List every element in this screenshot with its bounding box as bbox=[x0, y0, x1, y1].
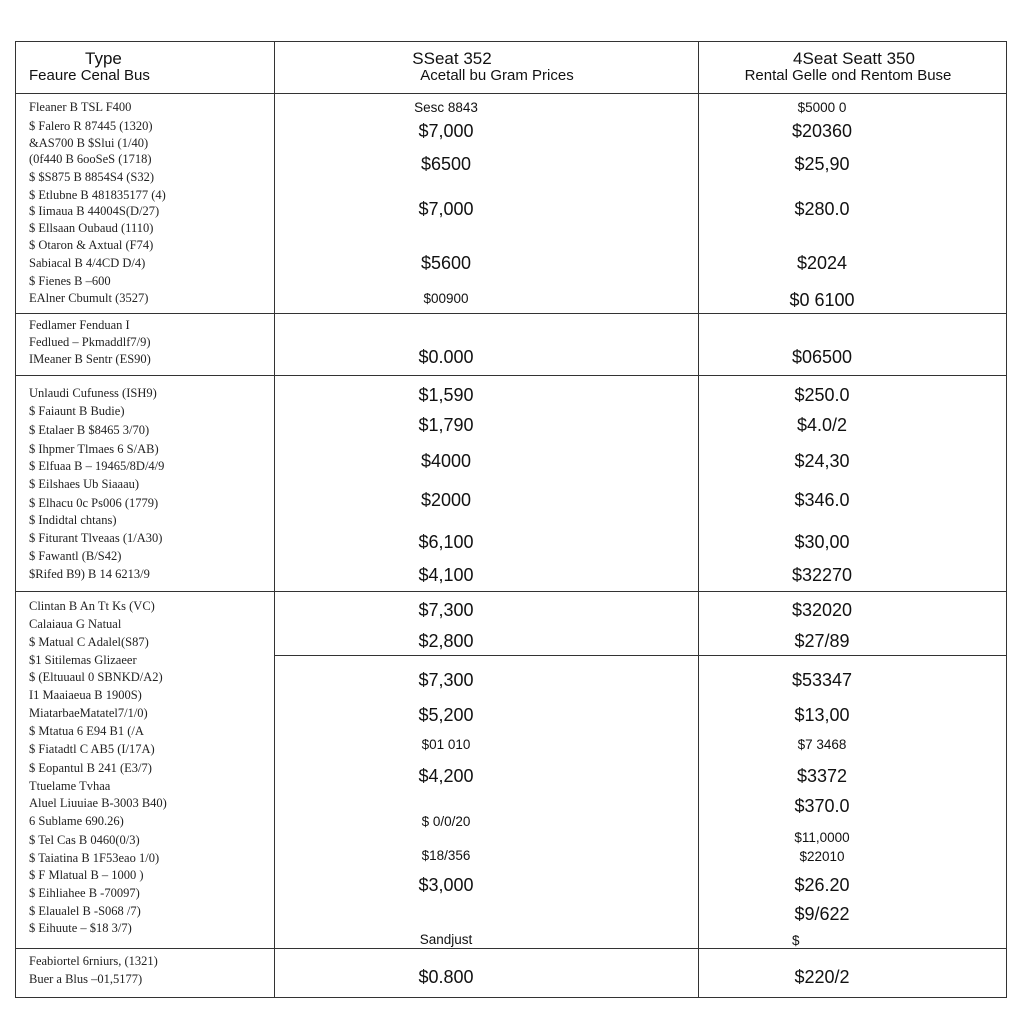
column-divider-1 bbox=[274, 41, 275, 998]
feature-line: $ Elaualel B -S068 /7) bbox=[29, 904, 141, 918]
feature-line: $ F Mlatual B – 1000 ) bbox=[29, 868, 144, 882]
price-col2: $5,200 bbox=[418, 705, 474, 725]
header-col1-title: Type bbox=[85, 49, 122, 68]
feature-line: 6 Sublame 690.26) bbox=[29, 814, 124, 828]
header-col3-subtitle: Rental Gelle ond Rentom Buse bbox=[744, 67, 952, 84]
price-col3: $22010 bbox=[799, 849, 845, 864]
feature-line: Clintan B An Tt Ks (VC) bbox=[29, 599, 155, 613]
feature-line: Fedlued – Pkmaddlf7/9) bbox=[29, 335, 151, 349]
price-col3: $7 3468 bbox=[797, 737, 847, 752]
price-col2: $4,100 bbox=[418, 565, 474, 585]
feature-line: $ Taiatina B 1F53eao 1/0) bbox=[29, 851, 160, 865]
feature-line: $ Eopantul B 241 (E3/7) bbox=[29, 761, 152, 775]
feature-line: $ Otaron & Axtual (F74) bbox=[29, 238, 154, 252]
price-col3: $346.0 bbox=[794, 490, 850, 510]
price-col2: $7,000 bbox=[418, 121, 474, 141]
price-col3: $220/2 bbox=[794, 967, 850, 987]
price-col3: $280.0 bbox=[794, 199, 850, 219]
feature-line: $ Elfuaa B – 19465/8D/4/9 bbox=[29, 459, 165, 473]
price-col2: $3,000 bbox=[418, 875, 474, 895]
price-col3: $ bbox=[792, 933, 800, 948]
feature-line: $ Eihliahee B -70097) bbox=[29, 886, 140, 900]
price-col3: $2024 bbox=[796, 253, 848, 273]
price-col2: $0.000 bbox=[418, 347, 474, 367]
feature-line: Fleaner B TSL F400 bbox=[29, 100, 132, 114]
price-col2: $4,200 bbox=[418, 766, 474, 786]
price-col3: $0 6100 bbox=[789, 290, 855, 310]
feature-line: MiatarbaeMatatel7/1/0) bbox=[29, 706, 148, 720]
column-divider-2 bbox=[698, 41, 699, 998]
price-col2: $6,100 bbox=[418, 532, 474, 552]
price-col3: $3372 bbox=[796, 766, 848, 786]
price-table bbox=[15, 41, 1007, 998]
price-col3: $06500 bbox=[791, 347, 853, 367]
feature-line: $ Etalaer B $8465 3/70) bbox=[29, 423, 150, 437]
feature-line: Calaiaua G Natual bbox=[29, 617, 122, 631]
section-separator-4 bbox=[15, 948, 1007, 949]
feature-line: Unlaudi Cufuness (ISH9) bbox=[29, 386, 157, 400]
feature-line: IMeaner B Sentr (ES90) bbox=[29, 352, 151, 366]
price-col2: $00900 bbox=[423, 291, 469, 306]
feature-line: $ Fiturant Tlveaas (1/A30) bbox=[29, 531, 163, 545]
price-col2: $ 0/0/20 bbox=[421, 814, 471, 829]
feature-line: $ Iimaua B 44004S(D/27) bbox=[29, 204, 160, 218]
feature-line: EAlner Cbumult (3527) bbox=[29, 291, 149, 305]
price-col3: $11,0000 bbox=[794, 830, 850, 845]
price-col2: $18/356 bbox=[421, 848, 471, 863]
feature-line: (0f440 B 6ooSeS (1718) bbox=[29, 152, 152, 166]
feature-line: Fedlamer Fenduan I bbox=[29, 318, 130, 332]
price-col2: $7,000 bbox=[418, 199, 474, 219]
price-col3: $13,00 bbox=[794, 705, 850, 725]
price-col2: $5600 bbox=[420, 253, 472, 273]
price-col3: $4.0/2 bbox=[796, 415, 848, 435]
header-col2-subtitle: Acetall bu Gram Prices bbox=[420, 67, 574, 84]
feature-line: $ Matual C Adalel(S87) bbox=[29, 635, 149, 649]
price-col3: $5000 0 bbox=[797, 100, 847, 115]
price-col3: $32020 bbox=[791, 600, 853, 620]
table-border-right bbox=[1006, 41, 1007, 998]
price-col3: $25,90 bbox=[794, 154, 850, 174]
price-col3: $26.20 bbox=[794, 875, 850, 895]
price-col2: $6500 bbox=[420, 154, 472, 174]
feature-line: $ $S875 B 8854S4 (S32) bbox=[29, 170, 155, 184]
feature-line: &AS700 B $Slui (1/40) bbox=[29, 136, 149, 150]
feature-line: $ Ellsaan Oubaud (1110) bbox=[29, 221, 154, 235]
section-separator-2 bbox=[15, 375, 1007, 376]
price-col2: $2,800 bbox=[418, 631, 474, 651]
price-col3: $20360 bbox=[791, 121, 853, 141]
feature-line: Aluel Liuuiae B-3003 B40) bbox=[29, 796, 167, 810]
feature-line: $ (Eltuuaul 0 SBNKD/A2) bbox=[29, 670, 163, 684]
feature-line: $ Fawantl (B/S42) bbox=[29, 549, 122, 563]
feature-line: $ Falero R 87445 (1320) bbox=[29, 119, 153, 133]
price-col3: $30,00 bbox=[794, 532, 850, 552]
feature-line: $ Mtatua 6 E94 B1 (/A bbox=[29, 724, 144, 738]
feature-line: I1 Maaiaeua B 1900S) bbox=[29, 688, 142, 702]
price-col2: Sandjust bbox=[419, 932, 473, 947]
feature-line: Feabiortel 6rniurs, (1321) bbox=[29, 954, 158, 968]
price-col3: $370.0 bbox=[794, 796, 850, 816]
price-col2: $01 010 bbox=[421, 737, 471, 752]
price-col2: $1,790 bbox=[418, 415, 474, 435]
price-col2: $7,300 bbox=[418, 670, 474, 690]
price-col2: Sesc 8843 bbox=[414, 100, 478, 115]
feature-line: $ Eihuute – $18 3/7) bbox=[29, 921, 132, 935]
price-col3: $53347 bbox=[791, 670, 853, 690]
section-separator-3 bbox=[15, 591, 1007, 592]
feature-line: $ Fiatadtl C AB5 (I/17A) bbox=[29, 742, 155, 756]
header-separator bbox=[15, 93, 1007, 94]
price-col3: $27/89 bbox=[794, 631, 850, 651]
feature-line: $ Indidtal chtans) bbox=[29, 513, 117, 527]
price-col2: $7,300 bbox=[418, 600, 474, 620]
table-border-left bbox=[15, 41, 16, 998]
feature-line: $ Etlubne B 481835177 (4) bbox=[29, 188, 166, 202]
section-separator-1 bbox=[15, 313, 1007, 314]
feature-line: Ttuelame Tvhaa bbox=[29, 779, 111, 793]
header-col1-subtitle: Feaure Cenal Bus bbox=[29, 67, 150, 84]
feature-line: $Rifed B9) B 14 6213/9 bbox=[29, 567, 150, 581]
price-col3: $32270 bbox=[791, 565, 853, 585]
feature-line: $ Eilshaes Ub Siaaau) bbox=[29, 477, 140, 491]
price-col3: $9/622 bbox=[794, 904, 850, 924]
feature-line: Sabiacal B 4/4CD D/4) bbox=[29, 256, 146, 270]
feature-line: $ Faiaunt B Budie) bbox=[29, 404, 125, 418]
feature-line: $ Fienes B –600 bbox=[29, 274, 111, 288]
price-col2: $2000 bbox=[420, 490, 472, 510]
feature-line: $ Ihpmer Tlmaes 6 S/AB) bbox=[29, 442, 159, 456]
price-col2: $4000 bbox=[420, 451, 472, 471]
price-col2: $1,590 bbox=[418, 385, 474, 405]
table-border-top bbox=[15, 41, 1007, 42]
feature-line: $ Elhacu 0c Ps006 (1779) bbox=[29, 496, 159, 510]
section-sub-separator bbox=[274, 655, 1007, 656]
feature-line: $1 Sitilemas Glizaeer bbox=[29, 653, 137, 667]
price-col3: $250.0 bbox=[794, 385, 850, 405]
header-col3-title: 4Seat Seatt 350 bbox=[793, 49, 915, 68]
price-col2: $0.800 bbox=[418, 967, 474, 987]
header-col2-title: SSeat 352 bbox=[412, 49, 492, 68]
feature-line: Buer a Blus –01,5177) bbox=[29, 972, 143, 986]
price-col3: $24,30 bbox=[794, 451, 850, 471]
feature-line: $ Tel Cas B 0460(0/3) bbox=[29, 833, 140, 847]
table-border-bottom bbox=[15, 997, 1007, 998]
